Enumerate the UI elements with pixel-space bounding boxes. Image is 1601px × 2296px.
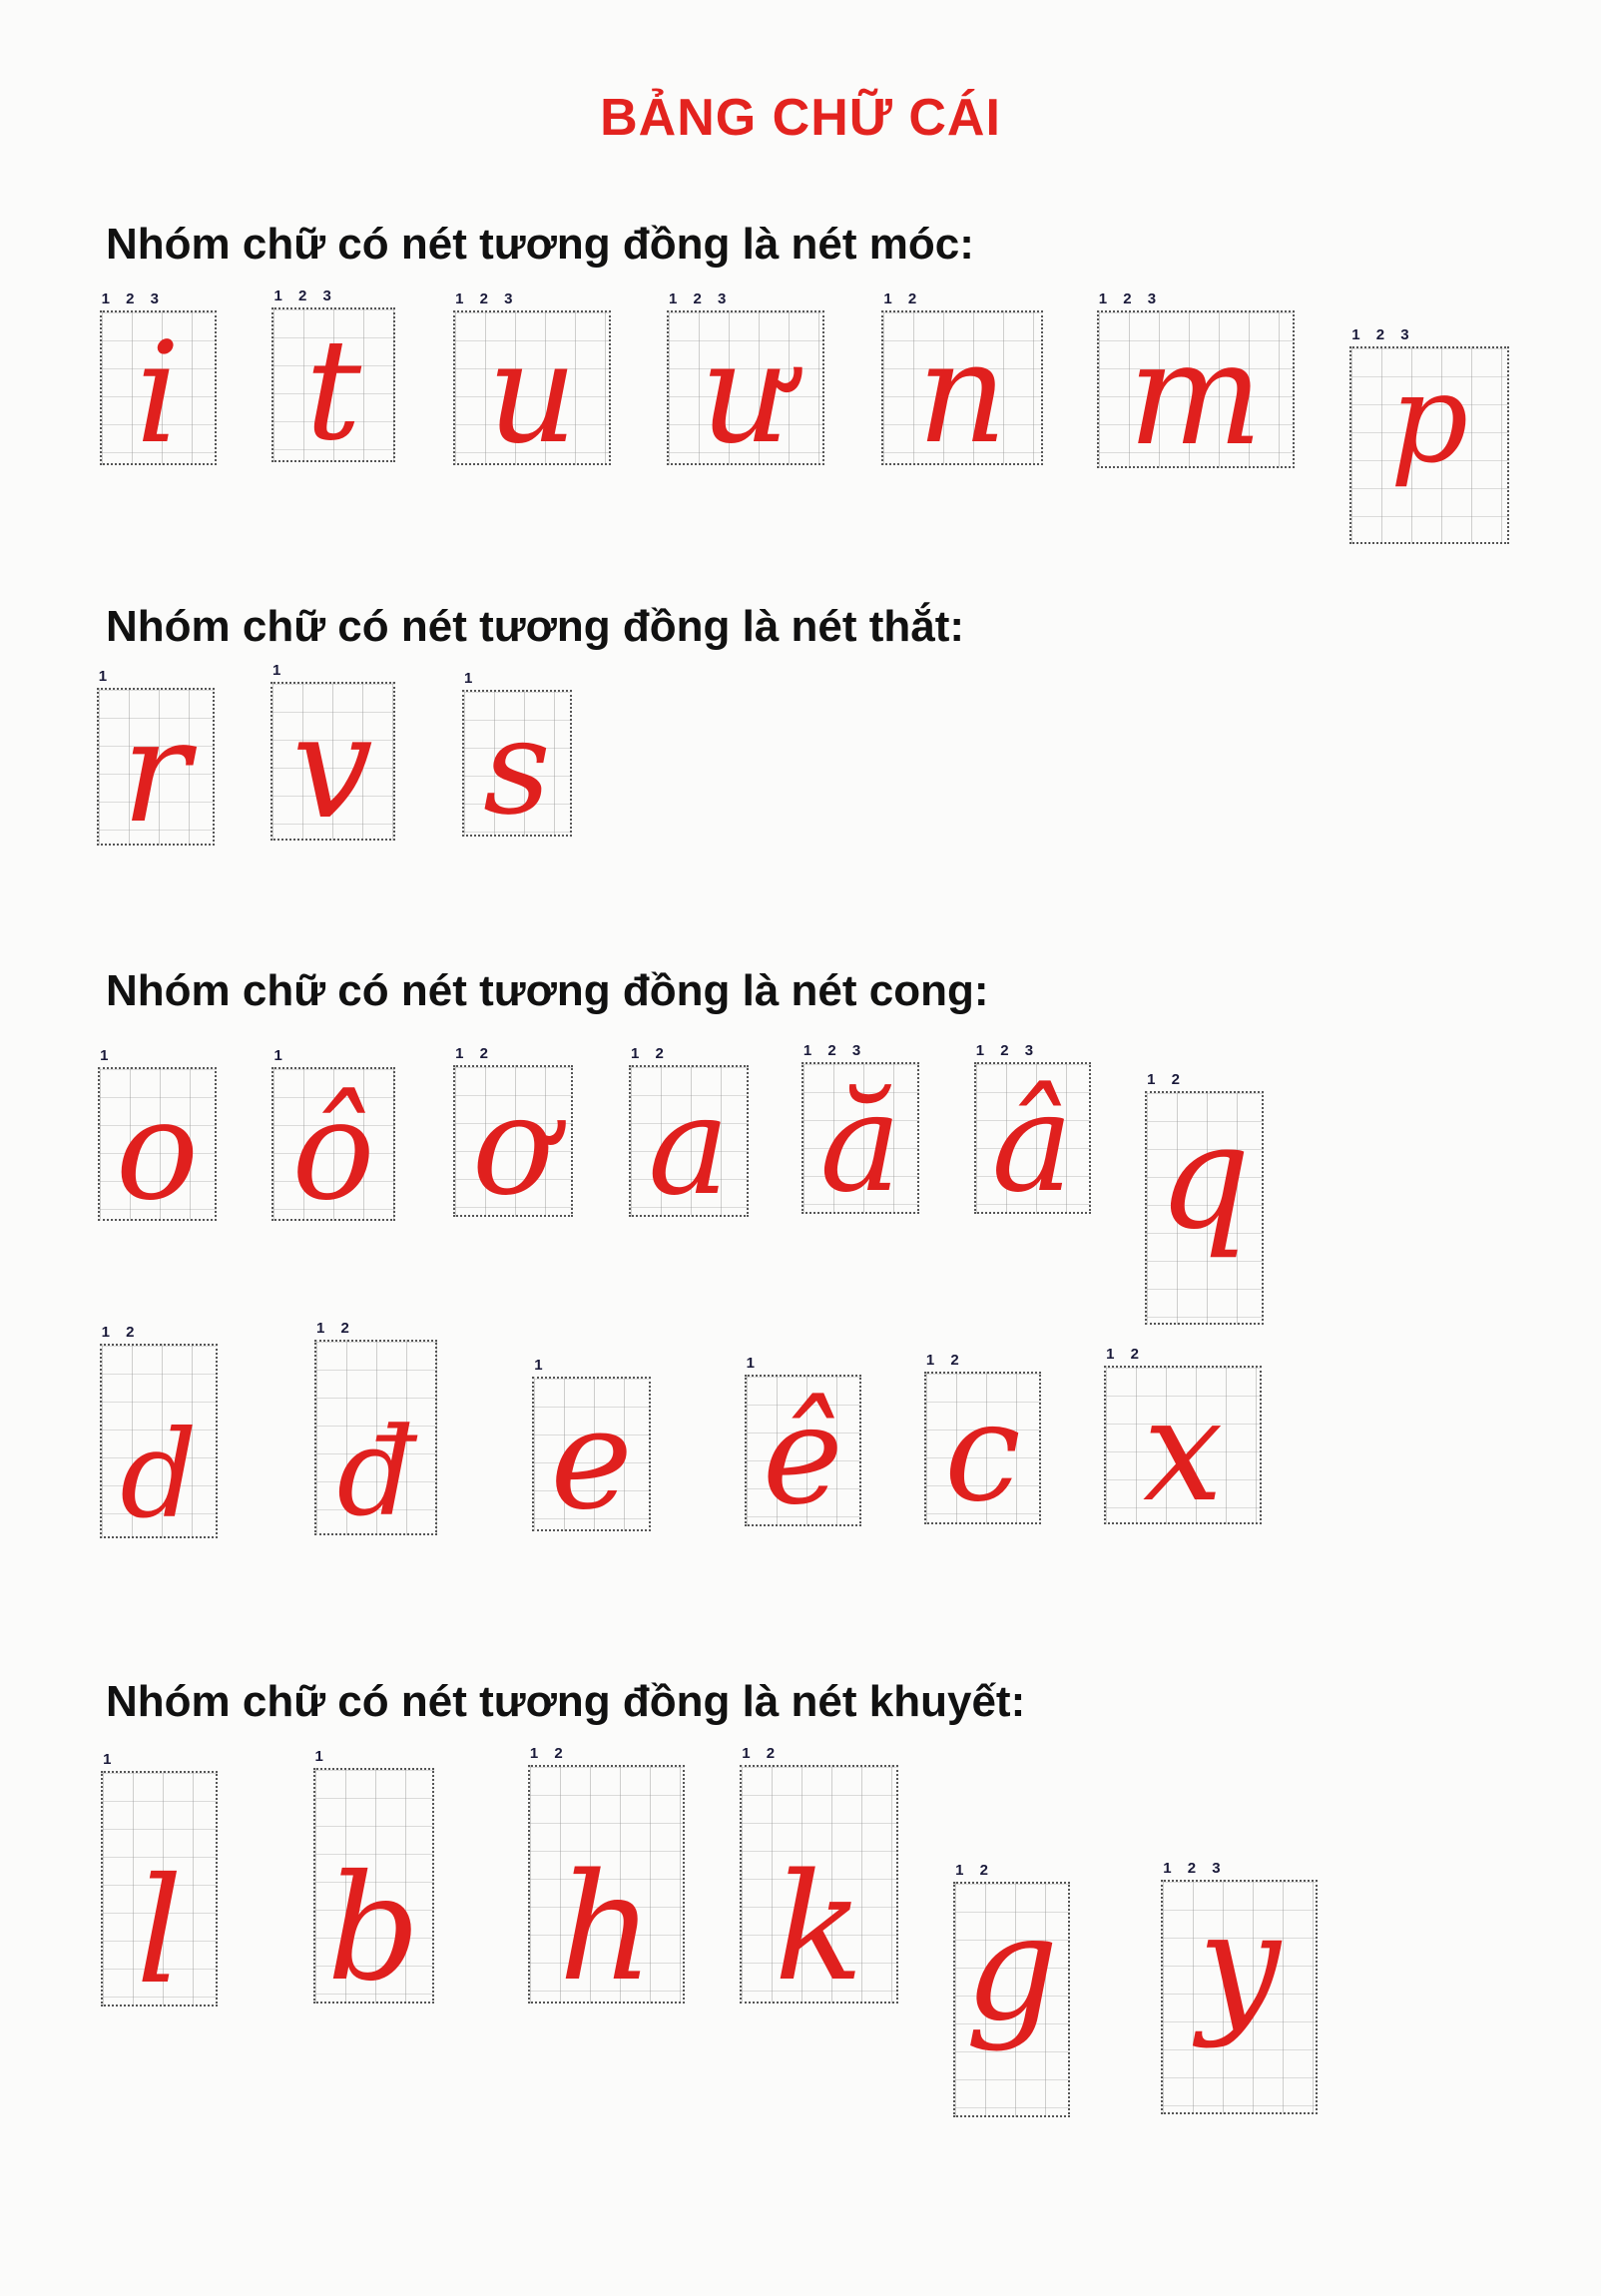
cursive-letter: i bbox=[135, 311, 181, 475]
cursive-letter: h bbox=[558, 1841, 654, 2013]
letter-box-â bbox=[974, 1041, 1091, 1223]
cursive-letter: ư bbox=[701, 311, 792, 475]
cursive-letter: đ bbox=[336, 1401, 415, 1543]
cursive-letter: s bbox=[483, 692, 551, 846]
cursive-letter: m bbox=[1128, 311, 1264, 478]
stroke-order-numbers: 1 2 3 bbox=[1163, 1859, 1227, 1877]
letter-box-ô bbox=[271, 1047, 394, 1231]
stroke-order-numbers: 1 2 3 bbox=[975, 1041, 1040, 1059]
stroke-order-numbers: 1 2 bbox=[1147, 1070, 1186, 1088]
letter-box-đ bbox=[314, 1319, 437, 1543]
letter-box-i bbox=[100, 289, 217, 475]
stroke-order-numbers: 1 2 bbox=[742, 1745, 782, 1763]
stroke-order-numbers: 1 2 bbox=[955, 1862, 995, 1880]
cursive-letter: ê bbox=[762, 1377, 843, 1536]
page-title bbox=[0, 88, 1601, 148]
cursive-letter: l bbox=[136, 1846, 184, 2016]
cursive-letter: y bbox=[1198, 1881, 1281, 2051]
cursive-letter: ô bbox=[291, 1068, 375, 1231]
cursive-letter: g bbox=[964, 1884, 1059, 2054]
stroke-order-numbers: 1 bbox=[273, 1047, 288, 1065]
letter-box-a bbox=[629, 1044, 749, 1226]
cursive-letter: c bbox=[944, 1374, 1021, 1533]
cursive-letter: q bbox=[1157, 1092, 1251, 1262]
page-title-text: BẢNG CHỮ CÁI bbox=[600, 89, 1001, 147]
stroke-order-numbers: 1 bbox=[100, 1047, 115, 1065]
heading-loop-group: Nhóm chữ có nét tương đồng là nét thắt: bbox=[106, 602, 965, 651]
stroke-order-numbers: 1 bbox=[314, 1748, 329, 1766]
letter-box-h bbox=[528, 1745, 685, 2013]
cursive-letter: ơ bbox=[471, 1066, 555, 1226]
cursive-letter: a bbox=[648, 1066, 730, 1226]
letter-box-o bbox=[98, 1047, 217, 1231]
cursive-letter: o bbox=[115, 1068, 200, 1231]
letter-box-ă bbox=[801, 1041, 920, 1223]
cursive-letter: r bbox=[121, 689, 191, 856]
heading-hook-group: Nhóm chữ có nét tương đồng là nét móc: bbox=[106, 220, 974, 269]
letter-box-ơ bbox=[453, 1044, 573, 1226]
letter-box-p bbox=[1349, 326, 1509, 544]
cursive-letter: u bbox=[487, 311, 578, 475]
letter-box-g bbox=[953, 1862, 1070, 2117]
cursive-letter: d bbox=[120, 1406, 198, 1546]
cursive-letter: n bbox=[916, 311, 1007, 475]
letter-box-y bbox=[1161, 1859, 1318, 2115]
stroke-order-numbers: 1 2 3 bbox=[669, 289, 733, 307]
letter-box-s bbox=[462, 670, 572, 846]
letter-box-t bbox=[271, 287, 394, 472]
cursive-letter: v bbox=[291, 683, 373, 851]
letter-box-r bbox=[97, 667, 216, 856]
stroke-order-numbers: 1 2 3 bbox=[802, 1041, 867, 1059]
stroke-order-numbers: 1 bbox=[272, 661, 287, 679]
letter-box-ư bbox=[667, 289, 824, 475]
letter-box-v bbox=[270, 661, 395, 851]
stroke-order-numbers: 1 2 3 bbox=[1098, 289, 1163, 307]
stroke-order-numbers: 1 2 bbox=[883, 289, 923, 307]
cursive-letter: b bbox=[326, 1843, 421, 2013]
letter-box-e bbox=[532, 1356, 651, 1541]
cursive-letter: p bbox=[1389, 347, 1469, 491]
stroke-order-numbers: 1 2 3 bbox=[273, 287, 337, 304]
letter-box-q bbox=[1145, 1070, 1264, 1325]
stroke-order-numbers: 1 2 bbox=[101, 1324, 141, 1342]
cursive-letter: e bbox=[550, 1378, 633, 1541]
letter-box-n bbox=[881, 289, 1042, 475]
letter-box-b bbox=[313, 1748, 435, 2013]
stroke-order-numbers: 1 2 bbox=[529, 1745, 569, 1763]
cursive-letter: k bbox=[774, 1841, 864, 2013]
cursive-letter: x bbox=[1143, 1368, 1224, 1534]
letter-box-ê bbox=[745, 1355, 861, 1536]
letter-box-c bbox=[924, 1352, 1041, 1533]
stroke-order-numbers: 1 2 3 bbox=[101, 289, 165, 307]
cursive-letter: ă bbox=[819, 1063, 902, 1223]
cursive-letter: â bbox=[991, 1063, 1074, 1223]
stroke-order-numbers: 1 bbox=[746, 1355, 762, 1373]
stroke-order-numbers: 1 2 bbox=[455, 1044, 494, 1062]
stroke-order-numbers: 1 2 bbox=[1106, 1346, 1145, 1364]
stroke-order-numbers: 1 2 3 bbox=[1351, 326, 1415, 344]
stroke-order-numbers: 1 2 bbox=[315, 1319, 355, 1337]
stroke-order-numbers: 1 2 bbox=[630, 1044, 670, 1062]
stroke-order-numbers: 1 bbox=[463, 670, 479, 688]
stroke-order-numbers: 1 bbox=[534, 1356, 549, 1374]
cursive-letter: t bbox=[304, 308, 362, 472]
stroke-order-numbers: 1 bbox=[98, 667, 114, 685]
letter-box-l bbox=[101, 1751, 218, 2016]
stroke-order-numbers: 1 2 3 bbox=[455, 289, 519, 307]
heading-knot-group: Nhóm chữ có nét tương đồng là nét khuyết: bbox=[106, 1677, 1026, 1726]
letter-box-x bbox=[1104, 1346, 1262, 1534]
stroke-order-numbers: 1 2 bbox=[925, 1352, 965, 1370]
letter-box-u bbox=[453, 289, 611, 475]
letter-box-m bbox=[1097, 289, 1295, 478]
stroke-order-numbers: 1 bbox=[103, 1751, 118, 1769]
letter-box-k bbox=[740, 1745, 897, 2013]
letter-box-d bbox=[100, 1324, 219, 1546]
heading-curve-group: Nhóm chữ có nét tương đồng là nét cong: bbox=[106, 966, 989, 1015]
